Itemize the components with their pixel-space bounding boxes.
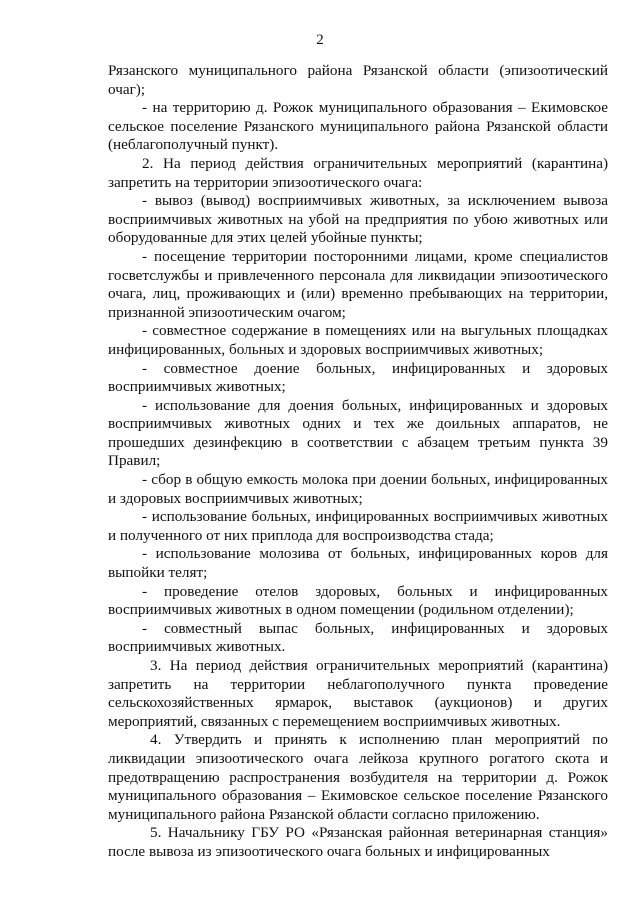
list-item: - совместное доение больных, инфицированных и здоровых восприимчивых животных; xyxy=(108,359,608,396)
list-item: - использование больных, инфицированных восприимчивых животных и полученного от них приплода для воспроизводства стада; xyxy=(108,508,608,544)
list-item: - вывоз (вывод) восприимчивых животных, за исключением вывоза восприимчивых животных на убой на предприятия по убою животных или оборудованные для этих целей убойные пункты; xyxy=(108,192,608,247)
list-item: - совместный выпас больных, инфицированных и здоровых восприимчивых животных. xyxy=(108,619,608,656)
list-item: - посещение территории посторонними лицами, кроме специалистов госветслужбы и привлеченного персонала для ликвидации эпизоотического очага, лиц, проживающих и (или) временно пребывающих на территории, признанной эпизоотическим очагом; xyxy=(108,247,608,321)
list-item: - использование молозива от больных, инфицированных коров для выпойки телят; xyxy=(108,545,608,582)
numbered-paragraph: 4. Утвердить и принять к исполнению план мероприятий по ликвидации эпизоотического очага лейкоза крупного рогатого скота и предотвращению распространения возбудителя на территории д. Рожок муниципального образования – Екимовское сельское поселение Рязанского муниципального района Рязанской области согласно приложению. xyxy=(108,731,608,823)
list-item: - совместное содержание в помещениях или на выгульных площадках инфицированных, больных и здоровых восприимчивых животных; xyxy=(108,322,608,358)
list-item: - проведение отелов здоровых, больных и инфицированных восприимчивых животных в одном помещении (родильном отделении); xyxy=(108,582,608,619)
list-item: - использование для доения больных, инфицированных и здоровых восприимчивых животных одних и тех же доильных аппаратов, не прошедших дезинфекцию в соответствии с абзацем третьим пункта 39 Правил; xyxy=(108,396,608,470)
page-number: 2 xyxy=(316,32,324,48)
numbered-paragraph: 2. На период действия ограничительных мероприятий (карантина) запретить на территории эпизоотического очага: xyxy=(108,154,608,191)
list-item: - сбор в общую емкость молока при доении больных, инфицированных и здоровых восприимчивых животных; xyxy=(108,471,608,507)
document-body xyxy=(108,62,608,862)
numbered-paragraph: 3. На период действия ограничительных мероприятий (карантина) запретить на территории неблагополучного пункта проведение сельскохозяйственных ярмарок, выставок (аукционов) и других мероприятий, связанных с перемещением восприимчивых животных. xyxy=(108,657,608,730)
numbered-paragraph: 5. Начальнику ГБУ РО «Рязанская районная ветеринарная станция» после вывоза из эпизоотического очага больных и инфицированных xyxy=(108,824,608,860)
paragraph: Рязанского муниципального района Рязанской области (эпизоотический очаг); xyxy=(108,62,608,98)
list-item: - на территорию д. Рожок муниципального образования – Екимовское сельское поселение Рязанского муниципального района Рязанской области (неблагополучный пункт). xyxy=(108,99,608,154)
